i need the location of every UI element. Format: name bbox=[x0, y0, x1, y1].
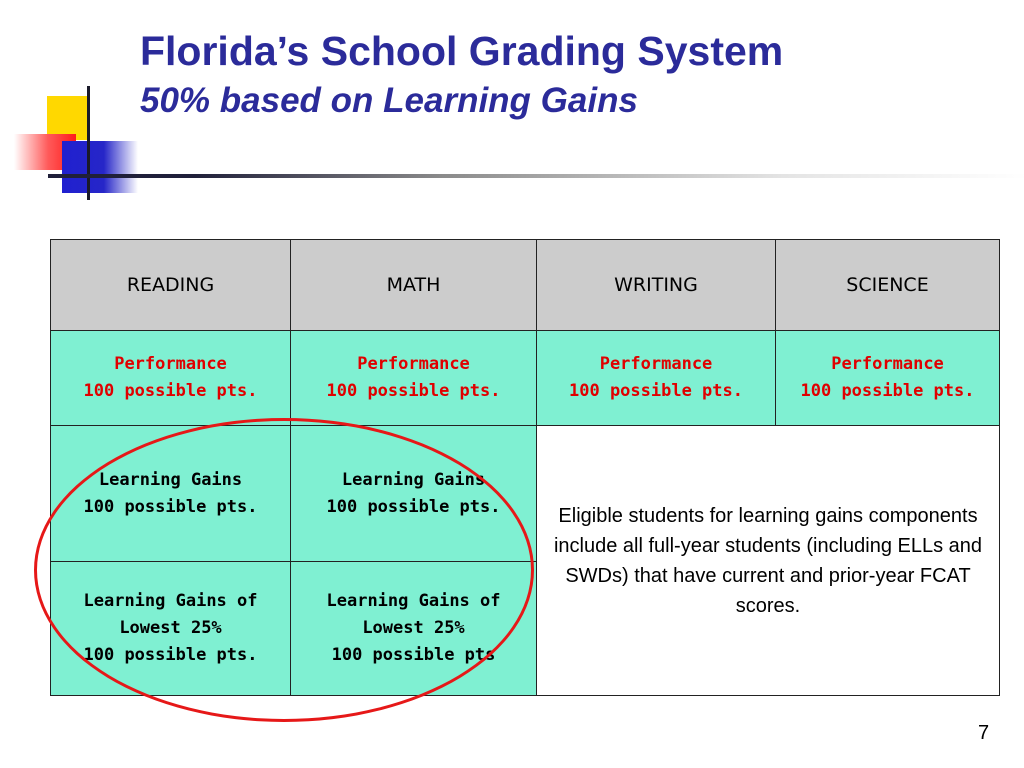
decor-horizontal-rule bbox=[48, 174, 1024, 178]
performance-cell-reading bbox=[51, 331, 291, 426]
header-row bbox=[51, 240, 1000, 331]
decor-blue-square bbox=[62, 141, 138, 193]
performance-label: Performance bbox=[831, 354, 944, 374]
lowest-25-cell-math bbox=[291, 562, 537, 696]
lowest-25-points: 100 possible pts bbox=[331, 645, 496, 665]
lowest-25-cell-reading bbox=[51, 562, 291, 696]
performance-label: Performance bbox=[114, 354, 227, 374]
performance-label: Performance bbox=[599, 354, 713, 374]
eligibility-note: Eligible students for learning gains components include all full-year students (including ELLs and SWDs) that have current and prior-year FCAT scores. bbox=[537, 426, 1000, 696]
learning-gains-label: Learning Gains bbox=[98, 469, 243, 490]
learning-gains-row bbox=[51, 426, 1000, 562]
header-reading: READING bbox=[51, 240, 291, 331]
performance-cell-math bbox=[291, 331, 537, 426]
learning-gains-points: 100 possible pts. bbox=[83, 496, 258, 517]
lowest-25-label-2: Lowest 25% bbox=[119, 618, 222, 638]
title-line-1: Florida’s School Grading System bbox=[140, 28, 784, 74]
performance-cell-writing bbox=[537, 331, 776, 426]
learning-gains-label: Learning Gains bbox=[341, 469, 486, 490]
title-line-2: 50% based on Learning Gains bbox=[140, 81, 638, 120]
performance-points: 100 possible pts. bbox=[800, 381, 975, 401]
header-math: MATH bbox=[291, 240, 537, 331]
performance-row bbox=[51, 331, 1000, 426]
lowest-25-label: Learning Gains of bbox=[83, 591, 258, 611]
performance-points: 100 possible pts. bbox=[326, 381, 501, 401]
page-number: 7 bbox=[978, 722, 990, 744]
performance-points: 100 possible pts. bbox=[83, 381, 258, 401]
learning-gains-points: 100 possible pts. bbox=[326, 496, 501, 517]
learning-gains-cell-math bbox=[291, 426, 537, 562]
grading-table bbox=[50, 239, 1000, 696]
decor-vertical-line bbox=[87, 86, 90, 200]
lowest-25-points: 100 possible pts. bbox=[83, 645, 258, 665]
header-science: SCIENCE bbox=[776, 240, 1000, 331]
performance-cell-science bbox=[776, 331, 1000, 426]
performance-label: Performance bbox=[357, 354, 470, 374]
lowest-25-label: Learning Gains of bbox=[326, 591, 501, 611]
learning-gains-cell-reading bbox=[51, 426, 291, 562]
performance-points: 100 possible pts. bbox=[569, 381, 743, 401]
slide-title bbox=[140, 26, 783, 123]
lowest-25-label-2: Lowest 25% bbox=[362, 618, 465, 638]
header-writing: WRITING bbox=[537, 240, 776, 331]
